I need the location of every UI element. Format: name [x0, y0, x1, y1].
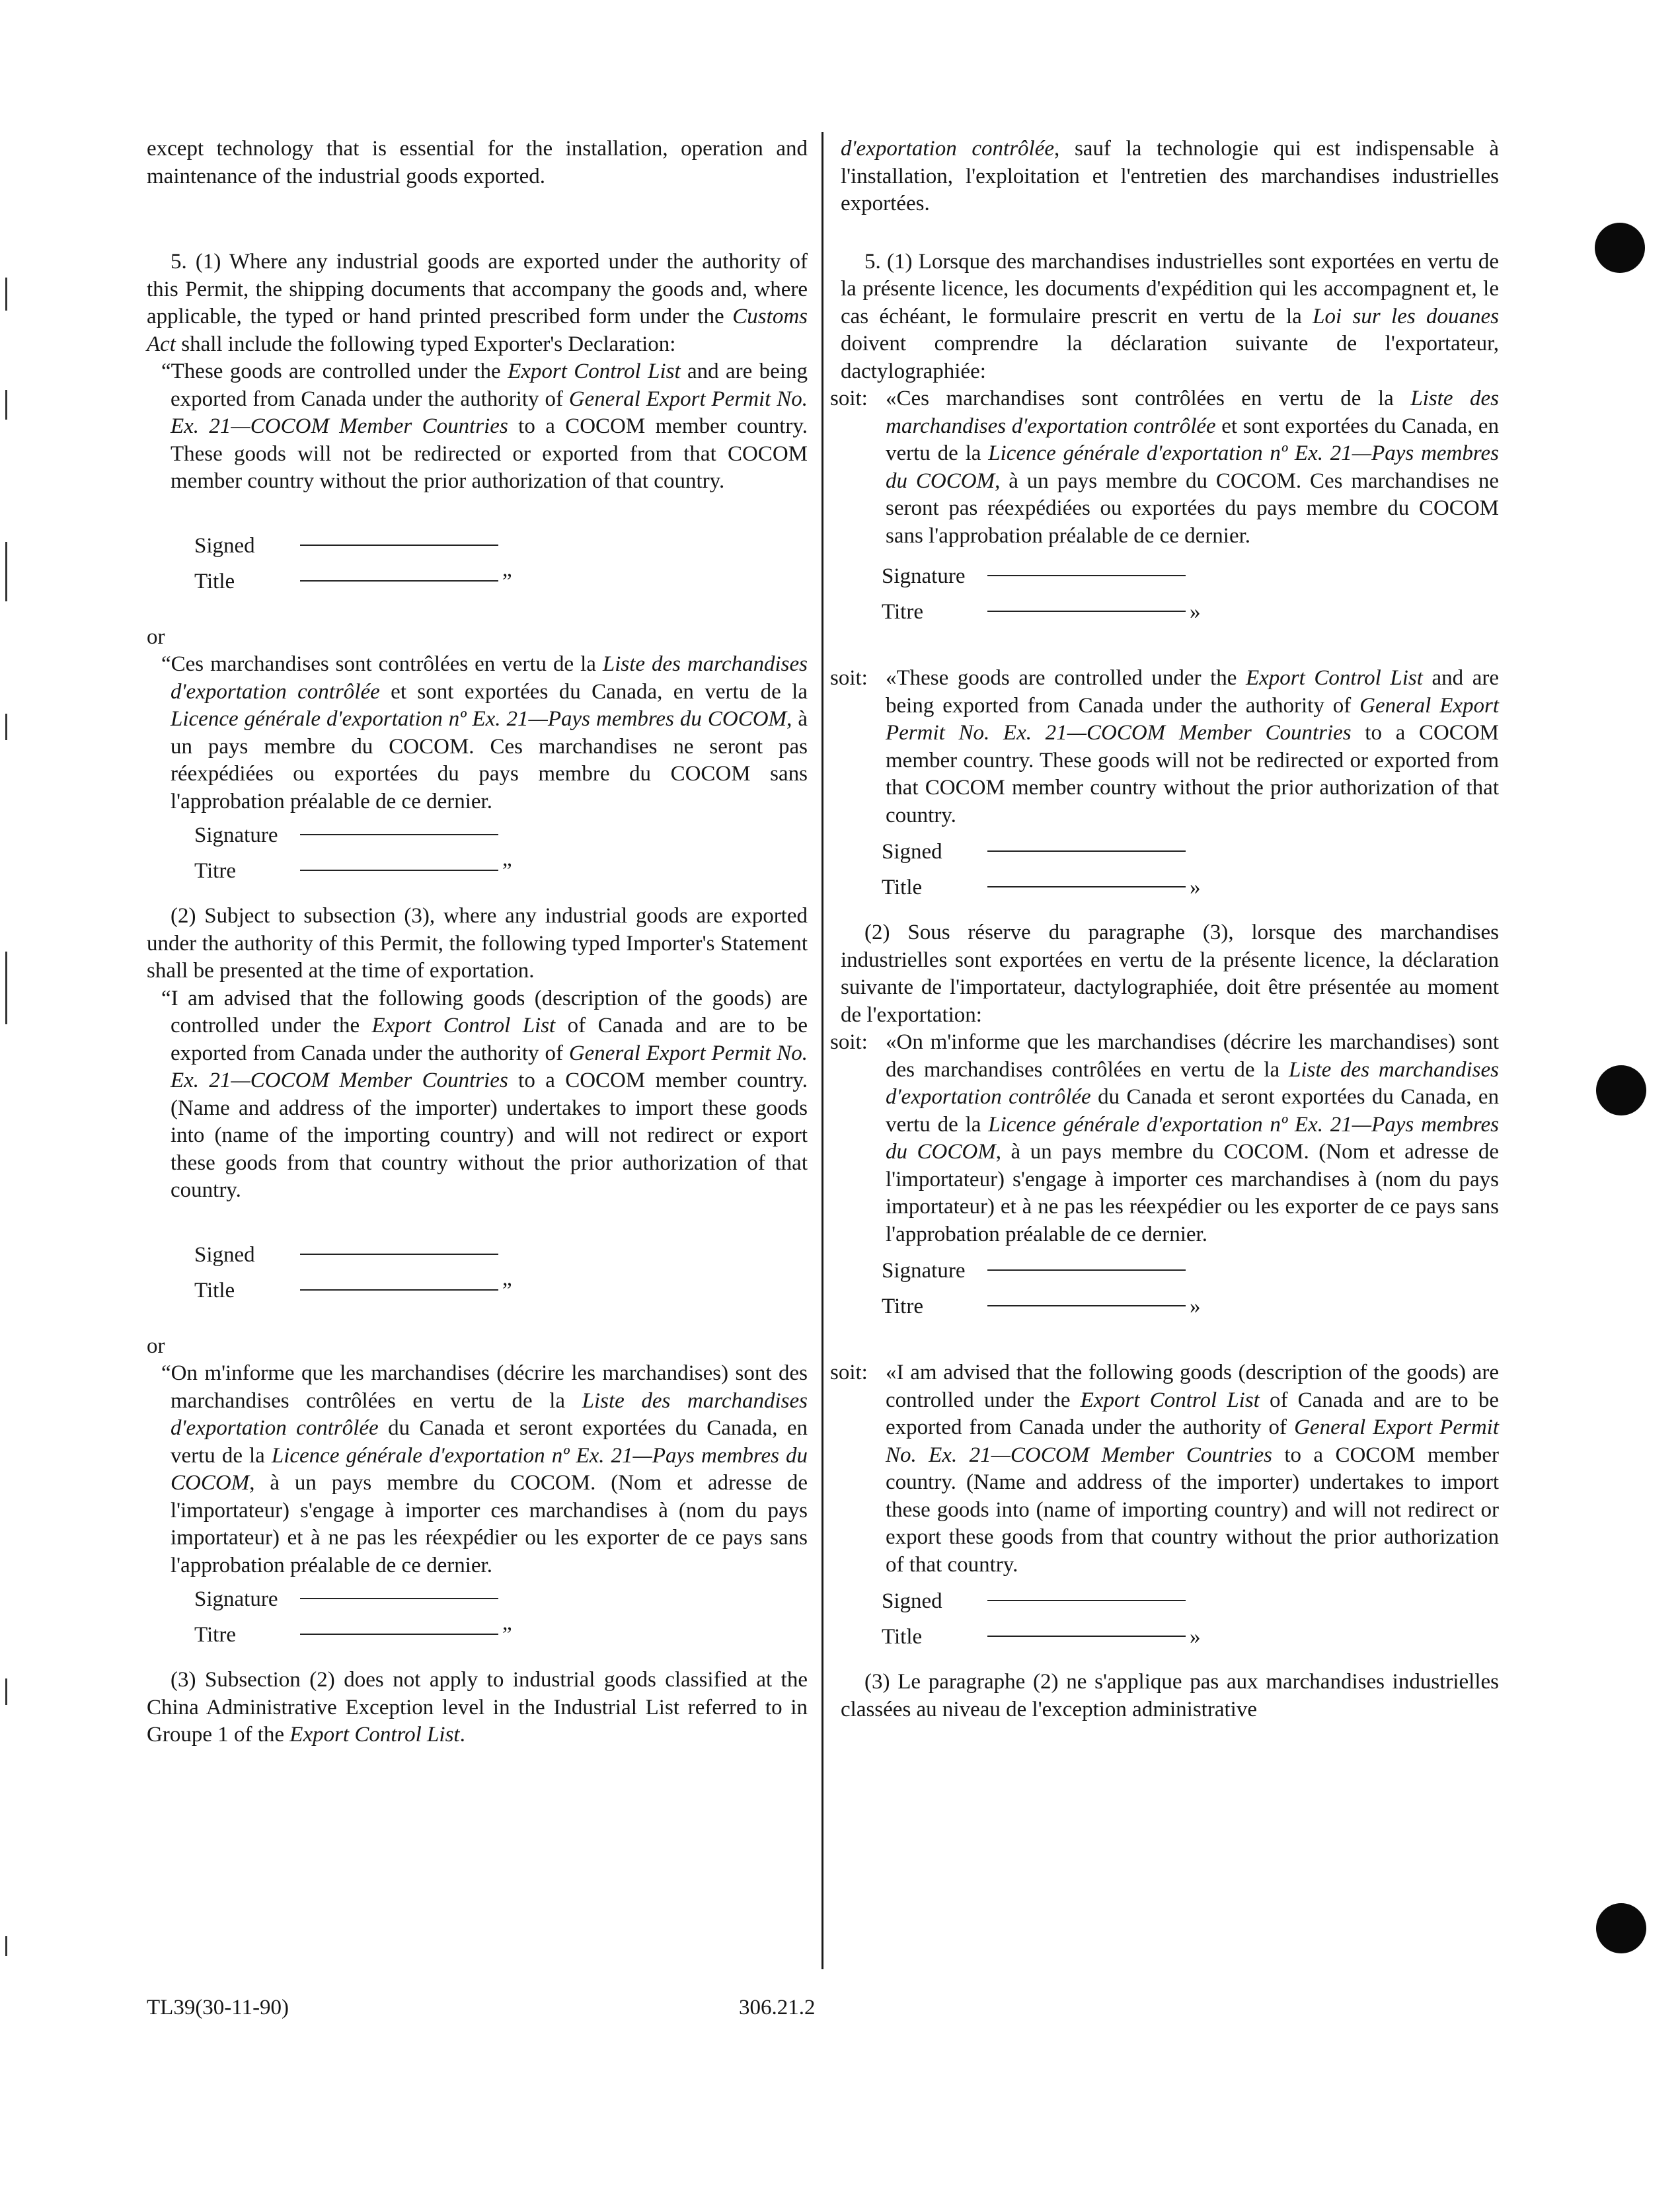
title-line: [987, 886, 1186, 887]
titre-label: Titre: [882, 600, 923, 624]
or-label: or: [147, 624, 165, 649]
document-code: TL39(30-11-90): [147, 1996, 289, 2019]
section-5-1: 5. (1) Lorsque des marchandises industrielles sont exportées en vertu de la présente licence, les documents d'expédition qui les accompagnent et, le cas échéant, le formulaire prescrit en vertu de la Loi sur les douanes doivent comprendre la déclaration suivante de l'exportateur, dactylographiée:: [841, 249, 1500, 383]
signature-block: Signed Title »: [841, 1588, 1499, 1659]
importer-statement-en: “I am advised that the following goods (description of the goods) are controlled under the Export Control List of Canada and are to be exported from Canada under the authority of General Export Permit No. Ex. 21—COCOM Member Countries to a COCOM member country. (Name and address of the importer) undertakes to import these goods into (name of the importing country) and will not redirect or export these goods from that country without the prior authorization of that country.: [161, 986, 808, 1202]
signature-line: [300, 1598, 498, 1599]
title-line: [300, 870, 498, 871]
binder-hole-middle: [1596, 1065, 1646, 1115]
title-label: Title: [194, 1278, 235, 1302]
margin-tick: [5, 714, 7, 740]
signature-label: Signature: [882, 564, 966, 588]
section-5-2: (2) Subject to subsection (3), where any industrial goods are exported under the authority of this Permit, the following typed Importer's Statement shall be presented at the time of exportation.: [147, 904, 808, 983]
margin-tick: [5, 390, 7, 420]
exporter-declaration-en: “These goods are controlled under the Export Control List and are being exported from Canada under the authority of General Export Permit No. Ex. 21—COCOM Member Countries to a COCOM member country. These goods will not be redirected or exported from that COCOM member country without the prior authorization of that country.: [161, 359, 808, 493]
french-column: [830, 135, 1500, 1723]
signature-label: Signature: [194, 1587, 278, 1611]
soit-label: soit:: [830, 1030, 868, 1054]
intro-paragraph: d'exportation contrôlée, sauf la technologie qui est indispensable à l'installation, l'exploitation et l'entretien des marchandises industrielles exportées.: [841, 137, 1499, 215]
signed-label: Signed: [194, 533, 255, 558]
margin-tick: [5, 1936, 7, 1956]
signature-line: [987, 850, 1186, 852]
margin-tick: [5, 542, 7, 601]
title-line: [300, 1634, 498, 1635]
page-number: 306.21.2: [739, 1996, 816, 2019]
importer-statement-fr: “On m'informe que les marchandises (décrire les marchandises) sont des marchandises contrôlées en vertu de la Liste des marchandises d'exportation contrôlée du Canada et seront exportées du Canada, en vertu de la Licence générale d'exportation nº Ex. 21—Pays membres du COCOM, à un pays membre du COCOM. (Nom et adresse de l'importateur) s'engage à importer ces marchandises à (nom du pays importateur) et à ne pas les réexpédier ou les exporter de ce pays sans l'approbation préalable de ce dernier.: [161, 1361, 808, 1577]
margin-tick: [5, 952, 7, 1024]
signature-block: Signed Title ”: [147, 1242, 808, 1313]
importer-statement-fr: soit: «On m'informe que les marchandises (décrire les marchandises) sont des marchandises contrôlées en vertu de la Liste des marchandises d'exportation contrôlée du Canada et seront exportées du Canada, en vertu de la Licence générale d'exportation nº Ex. 21—Pays membres du COCOM, à un pays membre du COCOM. (Nom et adresse de l'importateur) s'engage à importer ces marchandises à (nom du pays importateur) et à ne pas les réexpédier ou les exporter de ce pays sans l'approbation préalable de ce dernier.: [830, 1029, 1499, 1248]
importer-statement-en: soit: «I am advised that the following goods (description of the goods) are controlled under the Export Control List of Canada and are to be exported from Canada under the authority of General Export Permit No. Ex. 21—COCOM Member Countries to a COCOM member country. (Name and address of the importer) undertakes to import these goods into (name of importing country) and will not redirect or export these goods from that country without the prior authorization of that country.: [830, 1359, 1499, 1579]
title-line: [987, 611, 1186, 612]
signature-line: [300, 545, 498, 546]
soit-label: soit:: [830, 666, 868, 690]
signature-line: [300, 1254, 498, 1255]
binder-hole-bottom: [1596, 1903, 1646, 1953]
signature-label: Signature: [194, 823, 278, 847]
intro-paragraph: except technology that is essential for the installation, operation and maintenance of the industrial goods exported.: [147, 137, 808, 188]
title-line: [987, 1636, 1186, 1637]
soit-label: soit:: [830, 387, 868, 410]
title-line: [987, 1305, 1186, 1306]
signature-line: [987, 1269, 1186, 1271]
title-line: [300, 1289, 498, 1291]
signed-label: Signed: [882, 840, 942, 864]
signature-block: Signature Titre »: [841, 1258, 1499, 1329]
signature-block: Signed Title ”: [147, 533, 808, 604]
title-label: Title: [194, 569, 235, 593]
signed-label: Signed: [194, 1242, 255, 1267]
exporter-declaration-en: soit: «These goods are controlled under the Export Control List and are being exported from Canada under the authority of General Export Permit No. Ex. 21—COCOM Member Countries to a COCOM member country. These goods will not be redirected or exported from that COCOM member country without the prior authorization of that country.: [830, 665, 1499, 829]
exporter-declaration-fr: “Ces marchandises sont contrôlées en vertu de la Liste des marchandises d'exportation contrôlée et sont exportées du Canada, en vertu de la Licence générale d'exportation nº Ex. 21—Pays membres du COCOM, à un pays membre du COCOM. Ces marchandises ne seront pas réexpédiées ou exportées du pays membre du COCOM sans l'approbation préalable de ce dernier.: [161, 652, 808, 813]
titre-label: Titre: [882, 1295, 923, 1318]
section-5-3: (3) Le paragraphe (2) ne s'applique pas aux marchandises industrielles classées au niveau de l'exception administrative: [841, 1670, 1499, 1721]
margin-tick: [5, 1678, 7, 1705]
signature-block: Signature Titre ”: [147, 1586, 808, 1657]
binder-hole-top: [1595, 223, 1645, 273]
title-line: [300, 580, 498, 582]
title-label: Title: [882, 876, 923, 899]
signature-block: Signature Titre ”: [147, 822, 808, 893]
english-column: [147, 135, 808, 1749]
signature-block: Signed Title »: [841, 839, 1499, 910]
titre-label: Titre: [194, 859, 236, 883]
signature-label: Signature: [882, 1259, 966, 1283]
column-divider: [821, 132, 823, 1969]
signature-line: [987, 1600, 1186, 1601]
exporter-declaration-fr: soit: «Ces marchandises sont contrôlées en vertu de la Liste des marchandises d'exportation contrôlée et sont exportées du Canada, en vertu de la Licence générale d'exportation nº Ex. 21—Pays membres du COCOM, à un pays membre du COCOM. Ces marchandises ne seront pas réexpédiées ou exportées du pays membre du COCOM sans l'approbation préalable de ce dernier.: [830, 385, 1499, 550]
signature-line: [300, 834, 498, 835]
titre-label: Titre: [194, 1623, 236, 1647]
or-label: or: [147, 1334, 165, 1358]
signature-block: Signature Titre »: [841, 563, 1499, 634]
signed-label: Signed: [882, 1589, 942, 1613]
section-5-1: 5. (1) Where any industrial goods are exported under the authority of this Permit, the shipping documents that accompany the goods and, where applicable, the typed or hand printed prescribed form under the Customs Act shall include the following typed Exporter's Declaration:: [147, 250, 808, 356]
title-label: Title: [882, 1625, 923, 1649]
margin-tick: [5, 278, 7, 311]
soit-label: soit:: [830, 1361, 868, 1384]
section-5-2: (2) Sous réserve du paragraphe (3), lorsque des marchandises industrielles sont exportées en vertu de la présente licence, la déclaration suivante de l'importateur, dactylographiée, doit être présentée au moment de l'exportation:: [841, 921, 1499, 1027]
signature-line: [987, 575, 1186, 576]
section-5-3: (3) Subsection (2) does not apply to industrial goods classified at the China Administrative Exception level in the Industrial List referred to in Groupe 1 of the Export Control List.: [147, 1668, 808, 1747]
